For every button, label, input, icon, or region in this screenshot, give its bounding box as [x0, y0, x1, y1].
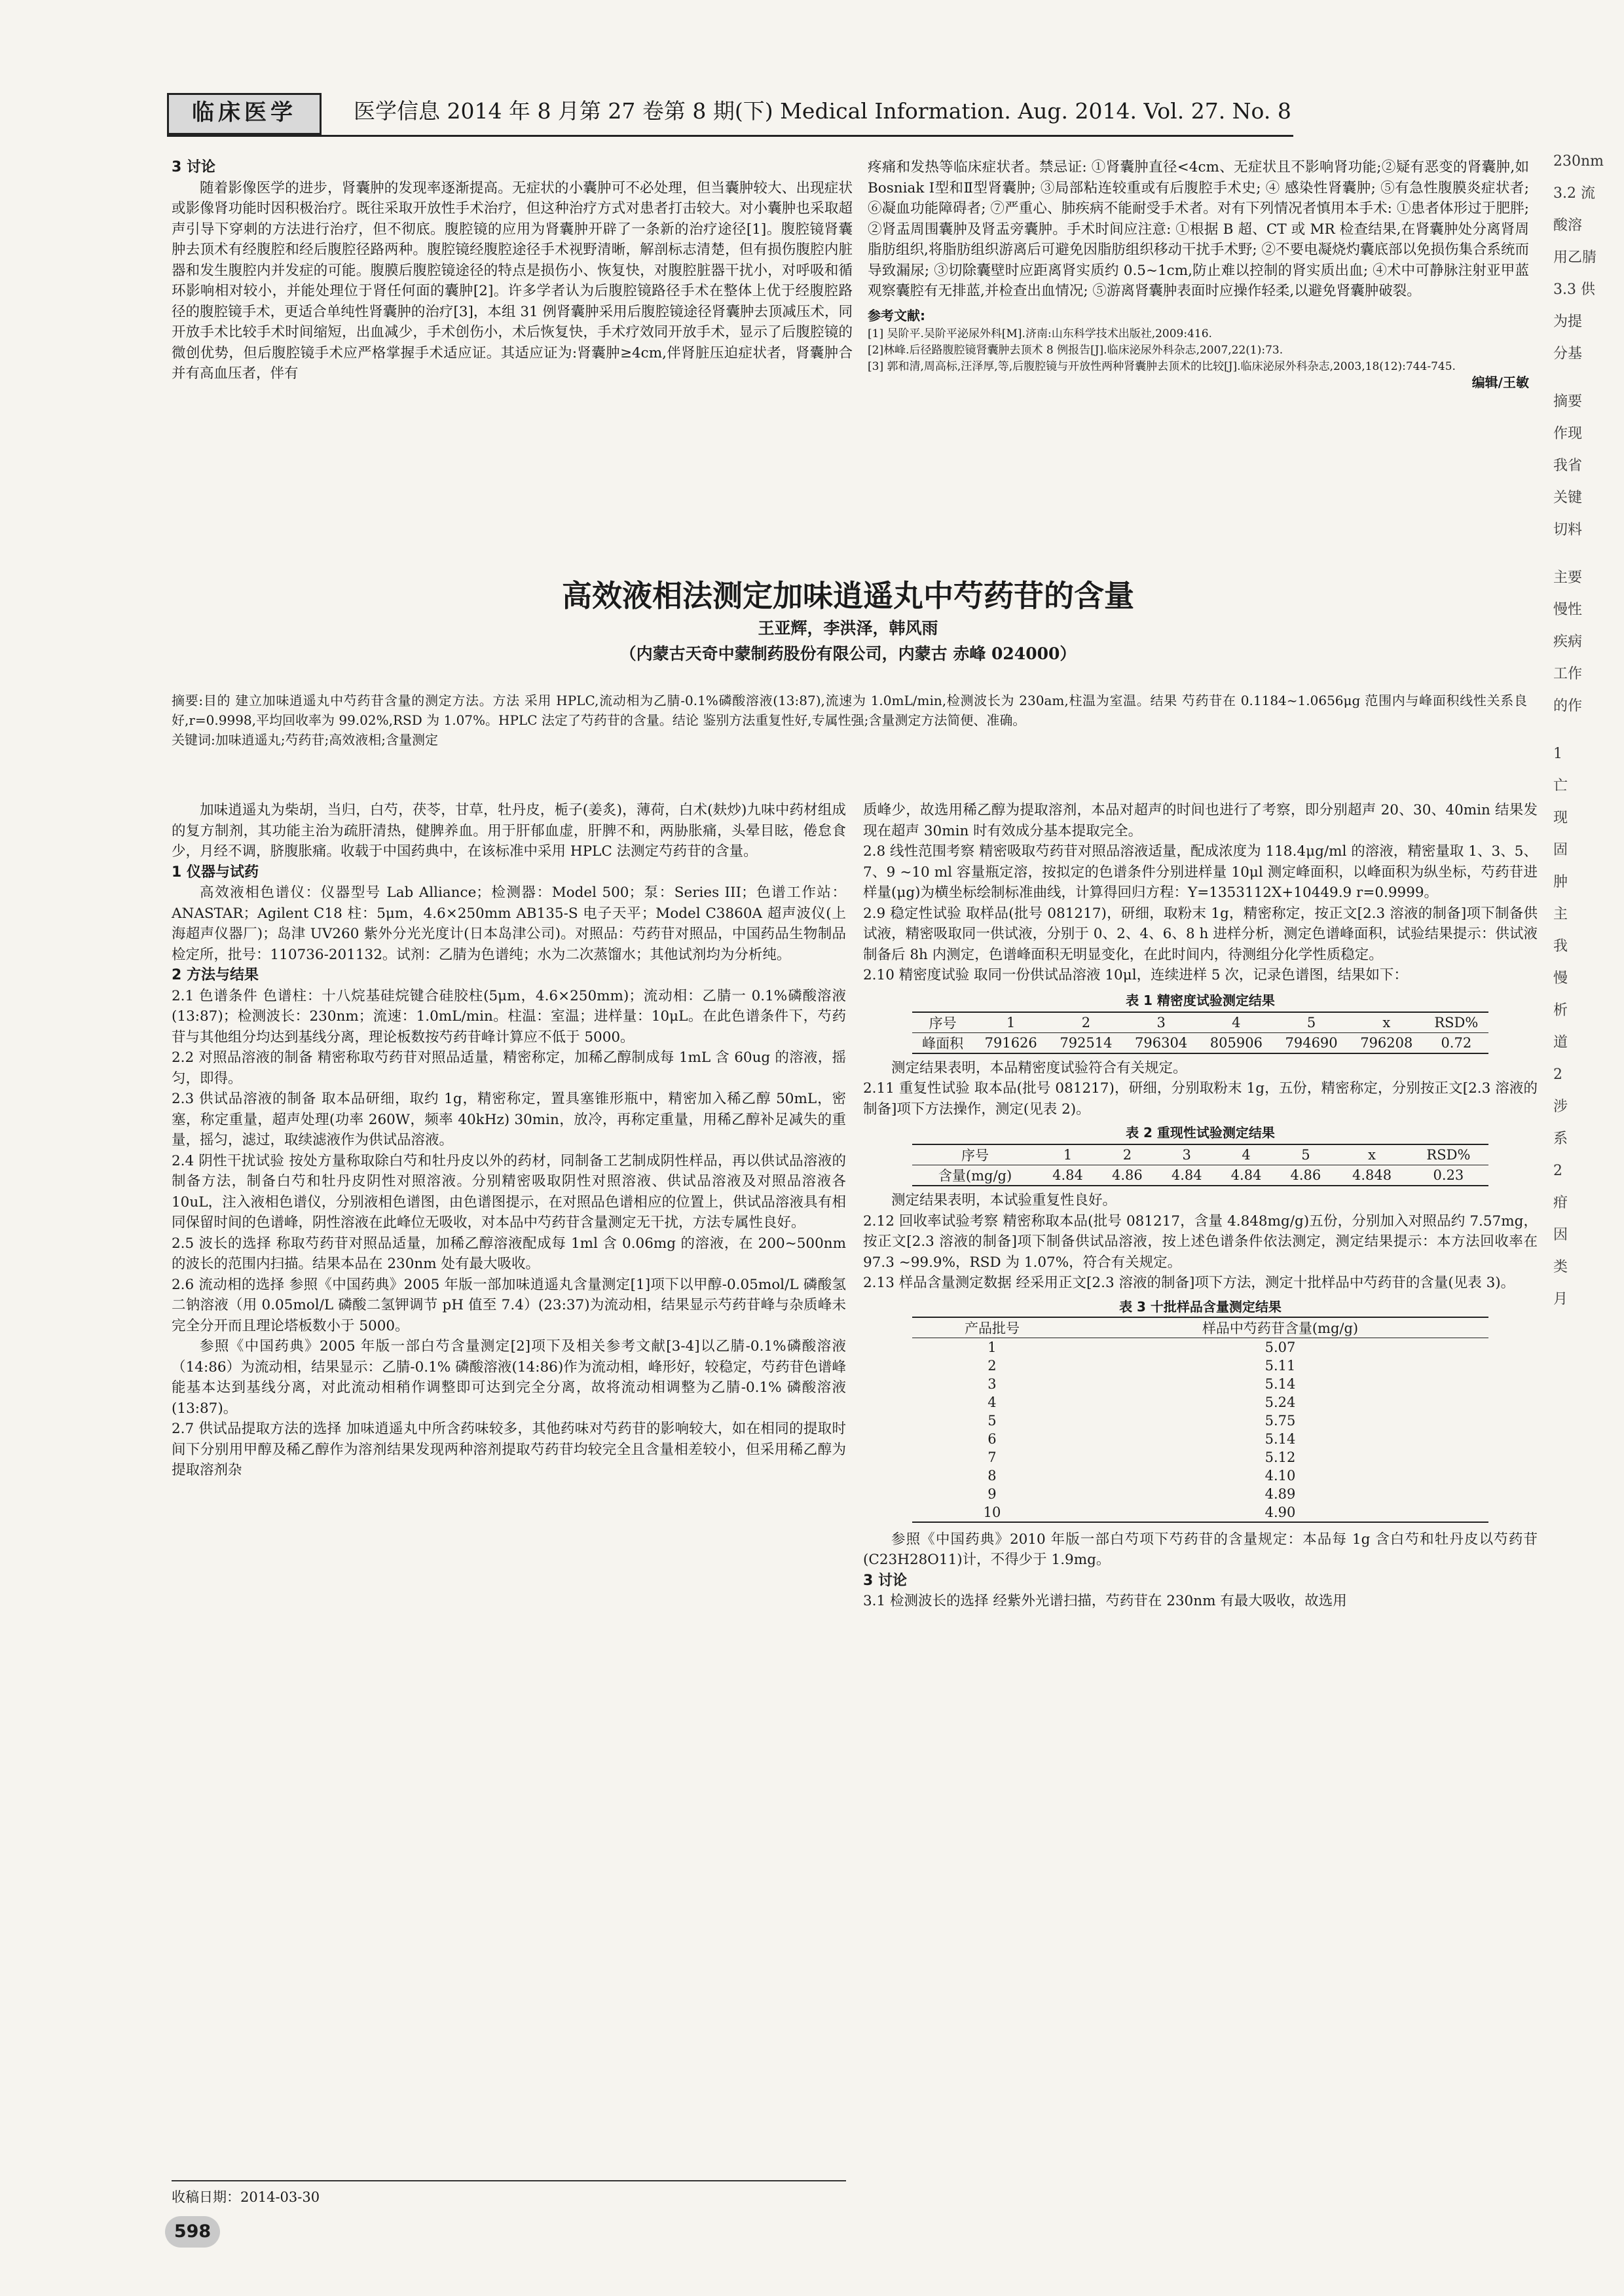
article-left-column — [172, 800, 846, 1481]
edge-fragment: 我 — [1553, 938, 1568, 955]
edge-fragment: 为提 — [1553, 314, 1583, 330]
edge-fragment: 1 — [1553, 746, 1562, 762]
adjacent-page-edge — [1553, 151, 1619, 1321]
table3-caption: 表 3 十批样品含量测定结果 — [1119, 1298, 1282, 1315]
table-cell: 1 — [1038, 1144, 1098, 1165]
journal-header: 医学信息 2014 年 8 月第 27 卷第 8 期(下) Medical Information. Aug. 2014. Vol. 27. No. 8 — [354, 98, 1291, 124]
references-heading: 参考文献: — [868, 307, 925, 323]
table-row — [912, 1467, 1488, 1485]
right-column-text-d — [863, 1529, 1538, 1612]
table-cell: 9 — [987, 1485, 997, 1502]
right-column-text-c — [863, 1190, 1538, 1294]
table-cell: 3 — [1124, 1012, 1199, 1033]
table-cell: 0.72 — [1424, 1032, 1488, 1053]
edge-fragment: 现 — [1553, 810, 1568, 826]
abstract: 摘要:目的 建立加味逍遥丸中芍药苷含量的测定方法。方法 采用 HPLC,流动相为乙腈-0.1%磷酸溶液(13:87),流速为 1.0mL/min,检测波长为 230am,柱温为室温。结果 芍药苷在 0.1184~1.0656μg 范围内与峰面积线性关系良好,r=0.9998,平均回收率为 99.02%,RSD 为 1.07%。HPLC 法定了芍药苷的含量。结论 鉴别方法重复性好,专属性强;含量测定方法简便、准确。 — [172, 693, 1527, 728]
table-cell: x — [1335, 1144, 1409, 1165]
table-cell: 5.11 — [1264, 1357, 1296, 1374]
footnote-rule — [172, 2180, 846, 2181]
table-cell: RSD% — [1424, 1012, 1488, 1033]
section-badge: 临床医学 — [167, 93, 322, 135]
edge-fragment: 的作 — [1553, 698, 1583, 714]
table-cell: 796208 — [1349, 1032, 1424, 1053]
article-right-column — [863, 800, 1538, 1612]
repeatability-table — [912, 1144, 1488, 1186]
body-paragraph: 2.8 线性范围考察 精密吸取芍药苷对照品溶液适量，配成浓度为 118.4μg/ml 的溶液，精密量取 1、3、5、7、9 ~10 ml 容量瓶定溶，按拟定的色谱条件分别进样量 10μl 测定峰面积，以峰面积为纵坐标，芍药苷进样量(μg)为横坐标绘制标准曲线，计算得回归方程：Y=1353112X+10449.9 r=0.9999。 — [863, 843, 1538, 901]
edge-fragment: 作现 — [1553, 426, 1583, 442]
reference-item: [1] 吴阶平.吴阶平泌尿外科[M].济南:山东科学技术出版社,2009:416. — [868, 327, 1212, 340]
edge-fragment: 230nm — [1553, 153, 1604, 170]
body-paragraph: 2.2 对照品溶液的制备 精密称取芍药苷对照品适量，精密称定，加稀乙醇制成每 1mL 含 60ug 的溶液，摇匀，即得。 — [172, 1049, 846, 1087]
table-row — [912, 1412, 1488, 1430]
table-cell: 4 — [1217, 1144, 1276, 1165]
batch-content-table — [912, 1317, 1488, 1523]
body-paragraph: 2.7 供试品提取方法的选择 加味逍遥丸中所含药味较多，其他药味对芍药苷的影响较大，如在相同的提取时间下分别用甲醇及稀乙醇作为溶剂结果发现两种溶剂提取芍药苷均较完全且含量相差较小，但采用稀乙醇为提取溶剂杂 — [172, 1421, 846, 1478]
edge-fragment: 我省 — [1553, 458, 1583, 474]
body-paragraph: 加味逍遥丸为柴胡，当归，白芍，茯苓，甘草，牡丹皮，栀子(姜炙)，薄荷，白术(麸炒)九味中药材组成的复方制剂，其功能主治为疏肝清热，健脾养血。用于肝郁血虚，肝脾不和，两胁胀痛，头晕目眩，倦怠食少，月经不调，脐腹胀痛。收载于中国药典中，在该标准中采用 HPLC 法测定芍药苷的含量。 — [172, 802, 846, 860]
edge-fragment: 3.2 流 — [1553, 185, 1595, 202]
body-paragraph: 高效液相色谱仪：仪器型号 Lab Alliance；检测器：Model 500；泵：Series III；色谱工作站：ANASTAR；Agilent C18 柱：5μm，4.6×250mm AB135-S 电子天平；Model C3860A 超声波仪(上海超声仪器厂)；岛津 UV260 紫外分光光度计(日本岛津公司)。对照品：芍药苷对照品，中国药品生物制品检定所，批号：110736-201132。试剂：乙腈为色谱纯；水为二次蒸馏水；其他试剂均为分析纯。 — [172, 884, 846, 963]
table-cell: 4 — [1199, 1012, 1274, 1033]
body-paragraph: 2.1 色谱条件 色谱柱：十八烷基硅烷键合硅胶柱(5μm，4.6×250mm)；流动相：乙腈一 0.1%磷酸溶液(13:87)；检测波长：230nm；流速：1.0mL/min。柱温：室温；进样量：10μL。在此色谱条件下，芍药苷与其他组分均达到基线分离，理论板数按芍药苷峰计算应不低于 5000。 — [172, 987, 846, 1046]
table-cell: 6 — [987, 1430, 997, 1447]
table-cell: 3 — [987, 1376, 997, 1392]
table-cell: 4.89 — [1264, 1485, 1296, 1502]
table-cell: 796304 — [1124, 1032, 1199, 1053]
table1-caption: 表 1 精密度试验测定结果 — [1126, 992, 1275, 1008]
table-cell: 794690 — [1274, 1032, 1349, 1053]
edge-fragment: 肿 — [1553, 874, 1568, 890]
editor-credit: 编辑/王敏 — [1471, 374, 1529, 390]
table-header-cell: 产品批号 — [912, 1317, 1072, 1338]
table-cell: 5.24 — [1264, 1394, 1296, 1410]
table-cell: 4.10 — [1264, 1467, 1296, 1484]
table-cell: 峰面积 — [912, 1032, 973, 1053]
table-cell: 1 — [987, 1339, 997, 1355]
edge-fragment: 亡 — [1553, 778, 1568, 794]
body-paragraph: 测定结果表明，本品精密度试验符合有关规定。 — [891, 1059, 1187, 1076]
table-cell: 5.14 — [1264, 1430, 1296, 1447]
body-paragraph: 参照《中国药典》2005 年版一部白芍含量测定[2]项下及相关参考文献[3-4]以乙腈-0.1%磷酸溶液（14:86）为流动相，结果显示：乙腈-0.1% 磷酸溶液(14:86)作为流动相，峰形好，较稳定，芍药苷色谱峰能基本达到基线分离，对此流动相稍作调整即可达到完全分离，故将流动相调整为乙腈-0.1% 磷酸溶液(13:87)。 — [172, 1338, 846, 1417]
table-cell: 4.848 — [1335, 1165, 1409, 1186]
edge-fragment: 切料 — [1553, 522, 1583, 538]
edge-fragment: 月 — [1553, 1291, 1568, 1307]
table-cell: 序号 — [912, 1144, 1038, 1165]
table-header-cell: 样品中芍药苷含量(mg/g) — [1072, 1317, 1488, 1338]
right-column-text-b — [863, 1058, 1538, 1120]
precision-table — [912, 1011, 1488, 1054]
table-cell: 4.86 — [1276, 1165, 1335, 1186]
section-heading: 3 讨论 — [863, 1572, 907, 1589]
article-affiliation: （内蒙古天奇中蒙制药股份有限公司，内蒙古 赤峰 024000） — [619, 644, 1077, 663]
edge-fragment: 分基 — [1553, 346, 1583, 362]
body-paragraph: 质峰少，故选用稀乙醇为提取溶剂，本品对超声的时间也进行了考察，即分别超声 20、30、40min 结果发现在超声 30min 时有效成分基本提取完全。 — [863, 802, 1538, 839]
table-cell: 10 — [912, 1503, 1072, 1522]
edge-fragment: 主 — [1553, 906, 1568, 922]
section-heading: 1 仪器与试药 — [172, 864, 259, 881]
table-row — [912, 1503, 1488, 1522]
table-cell: 4.84 — [1157, 1165, 1217, 1186]
table-cell: 序号 — [912, 1012, 973, 1033]
article-title-block — [164, 576, 1532, 666]
table-cell: 4.90 — [1072, 1503, 1488, 1522]
edge-fragment: 酸溶 — [1553, 217, 1583, 234]
table-cell: 805906 — [1199, 1032, 1274, 1053]
table-cell: 5.12 — [1264, 1449, 1296, 1465]
table-cell: 2 — [1098, 1144, 1157, 1165]
edge-fragment: 慢性 — [1553, 602, 1583, 618]
edge-fragment: 2 — [1553, 1066, 1562, 1083]
table-cell: 5.75 — [1264, 1412, 1296, 1429]
prev-article-right — [868, 157, 1529, 393]
article-authors: 王亚辉，李洪泽，韩风雨 — [758, 619, 938, 638]
edge-fragment: 涉 — [1553, 1099, 1568, 1115]
page-number: 598 — [165, 2216, 220, 2248]
edge-fragment: 摘要 — [1553, 393, 1583, 410]
table-cell: 791626 — [973, 1032, 1048, 1053]
table-cell: 4.84 — [1038, 1165, 1098, 1186]
table-cell: 2 — [1048, 1012, 1124, 1033]
body-paragraph: 2.10 精密度试验 取同一份供试品溶液 10μl，连续进样 5 次，记录色谱图，结果如下： — [863, 967, 1408, 983]
body-paragraph: 3.1 检测波长的选择 经紫外光谱扫描，芍药苷在 230nm 有最大吸收，故选用 — [863, 1593, 1347, 1609]
table-cell: RSD% — [1409, 1144, 1488, 1165]
prev-discussion-paragraph: 随着影像医学的进步，肾囊肿的发现率逐渐提高。无症状的小囊肿可不必处理，但当囊肿较大、出现症状或影像肾功能时因积极治疗。既往采取开放性手术治疗，但这种治疗方式对患者打击较大。对小囊肿也采取超声引导下穿刺的方法进行治疗，但不彻底。腹腔镜的应用为肾囊肿开辟了一条新的治疗途径[1]。腹腔镜肾囊肿去顶术有经腹腔和经后腹腔径路两种。腹腔镜经腹腔途径手术视野清晰，解剖标志清楚，但有损伤腹腔内脏器和发生腹腔内并发症的可能。腹膜后腹腔镜途径的特点是损伤小、恢复快，对腹腔脏器干扰小，对呼吸和循环影响相对较小，并能处理位于肾任何面的囊肿[2]。许多学者认为后腹腔镜路径手术在整体上优于经腹腔路径的腹腔镜手术，更适合单纯性肾囊肿的治疗[3]，本组 31 例肾囊肿采用后腹腔镜途径肾囊肿去顶减压术，同开放手术比较手术时间缩短，出血减少，手术创伤小，术后恢复快，手术疗效同开放手术，显示了后腹腔镜的微创优势，但后腹腔镜手术应严格掌握手术适应证。其适应证为:肾囊肿≥4cm,伴肾脏压迫症状者，肾囊肿合并有高血压者，伴有 — [172, 179, 853, 382]
body-paragraph: 2.11 重复性试验 取本品(批号 081217)，研细，分别取粉末 1g，五份，精密称定，分别按正文[2.3 溶液的制备]项下方法操作，测定(见表 2)。 — [863, 1080, 1538, 1118]
table-row — [912, 1485, 1488, 1503]
header-rule — [167, 135, 1293, 137]
table-cell: 8 — [987, 1467, 997, 1484]
edge-fragment: 慢 — [1553, 970, 1568, 987]
prev-article-left — [172, 157, 853, 384]
table-row — [912, 1393, 1488, 1412]
edge-fragment: 析 — [1553, 1002, 1568, 1019]
received-date: 收稿日期：2014-03-30 — [172, 2189, 320, 2205]
table-cell: 5 — [1274, 1012, 1349, 1033]
edge-fragment: 疾病 — [1553, 634, 1583, 650]
edge-fragment: 关键 — [1553, 490, 1583, 506]
body-paragraph: 2.9 稳定性试验 取样品(批号 081217)，研细，取粉末 1g，精密称定，按正文[2.3 溶液的制备]项下制备供试液，精密吸取同一供试液，分别于 0、2、4、6、8 h 进样分析，测定色谱峰面积，试验结果提示：供试液制备后 8h 内测定，色谱峰面积无明显变化，在此时间内，待测组分化学性质稳定。 — [863, 905, 1538, 963]
edge-fragment: 固 — [1553, 842, 1568, 858]
table-cell: 5 — [987, 1412, 997, 1429]
edge-fragment: 道 — [1553, 1034, 1568, 1051]
table-cell: 4.84 — [1217, 1165, 1276, 1186]
body-paragraph: 参照《中国药典》2010 年版一部白芍项下芍药苷的含量规定：本品每 1g 含白芍和牡丹皮以芍药苷(C23H28O11)计，不得少于 1.9mg。 — [863, 1531, 1538, 1568]
body-paragraph: 2.4 阴性干扰试验 按处方量称取除白芍和牡丹皮以外的药材，同制备工艺制成阴性样品，再以供试品溶液的制备方法，制备白芍和牡丹皮阴性对照溶液。分别精密吸取阴性对照溶液、供试品溶液及对照品溶液各 10uL，注入液相色谱仪，分别液相色谱图，由色谱图提示，在对照品色谱相应的位置上，供试品溶液具有相同保留时间的色谱峰，阴性溶液在此峰位无吸收，对本品中芍药苷含量测定无干扰，方法专属性良好。 — [172, 1152, 846, 1231]
table-row — [912, 1448, 1488, 1467]
prev-contraindications-paragraph: 疼痛和发热等临床症状者。禁忌证: ①肾囊肿直径<4cm、无症状且不影响肾功能;②疑有恶变的肾囊肿,如 Bosniak Ⅰ型和Ⅱ型肾囊肿; ③局部粘连较重或有后腹腔手术史; ④ 感染性肾囊肿; ⑤有急性腹膜炎症状者; ⑥凝血功能障碍者; ⑦严重心、肺疾病不能耐受手术者。对有下列情况者慎用本手术: ①患者体形过于肥胖; ②肾盂周围囊肿及肾盂旁囊肿。手术时间应注意: ①根据 B 超、CT 或 MR 检查结果,在肾囊肿处分离肾周脂肪组织,将脂肪组织游离后可避免因脂肪组织移动干扰手术野; ②不要电凝烧灼囊底部以免损伤集合系统而导致漏尿; ③切除囊壁时应距离肾实质约 0.5~1cm,防止难以控制的肾实质出血; ④术中可静脉注射亚甲蓝观察囊腔有无排蓝,并检查出血情况; ⑤游离肾囊肿表面时应操作轻柔,以避免肾囊肿破裂。 — [868, 159, 1529, 299]
abstract-block — [172, 691, 1527, 750]
reference-item: [3] 郭和清,周高标,汪泽厚,等,后腹腔镜与开放性两种肾囊肿去顶术的比较[J].临床泌尿外科杂志,2003,18(12):744-745. — [868, 360, 1456, 373]
body-paragraph: 测定结果表明，本试验重复性良好。 — [891, 1192, 1117, 1209]
table-cell: 4 — [987, 1394, 997, 1410]
keywords: 关键词:加味逍遥丸;芍药苷;高效液相;含量测定 — [172, 732, 438, 748]
prev-discussion-heading: 3 讨论 — [172, 159, 215, 175]
body-paragraph: 2.5 波长的选择 称取芍药苷对照品适量，加稀乙醇溶液配成每 1ml 含 0.06mg 的溶液，在 200~500nm 的波长的范围内扫描。结果本品在 230nm 处有最大吸收。 — [172, 1235, 846, 1272]
reference-item: [2]林峰.后径路腹腔镜肾囊肿去顶术 8 例报告[J].临床泌尿外科杂志,2007,22(1):73. — [868, 344, 1283, 357]
edge-fragment: 3.3 供 — [1553, 282, 1595, 298]
section-heading: 2 方法与结果 — [172, 967, 259, 983]
table-cell: 0.23 — [1409, 1165, 1488, 1186]
table-row — [912, 1338, 1488, 1357]
table-cell: 3 — [1157, 1144, 1217, 1165]
right-column-text-a — [863, 800, 1538, 986]
body-paragraph: 2.12 回收率试验考察 精密称取本品(批号 081217，含量 4.848mg/g)五份，分别加入对照品约 7.57mg，按正文[2.3 溶液的制备]项下制备供试品溶液，按上述色谱条件依法测定，测定结果提示：本方法回收率在 97.3 ~99.9%，RSD 为 1.07%，符合有关规定。 — [863, 1212, 1538, 1271]
edge-fragment: 主要 — [1553, 570, 1583, 586]
table-cell: 1 — [973, 1012, 1048, 1033]
body-paragraph: 2.6 流动相的选择 参照《中国药典》2005 年版一部加味逍遥丸含量测定[1]项下以甲醇-0.05mol/L 磷酸氢二钠溶液（用 0.05mol/L 磷酸二氢钾调节 pH 值至 7.4）(23:37)为流动相，结果显示芍药苷峰与杂质峰未完全分开而且理论塔板数小于 5000。 — [172, 1276, 846, 1334]
edge-fragment: 疳 — [1553, 1195, 1568, 1211]
edge-fragment: 类 — [1553, 1259, 1568, 1275]
body-paragraph: 2.13 样品含量测定数据 经采用正文[2.3 溶液的制备]项下方法，测定十批样品中芍药苷的含量(见表 3)。 — [863, 1275, 1515, 1291]
table-row — [912, 1357, 1488, 1375]
table-cell: 4.86 — [1098, 1165, 1157, 1186]
table-cell: 含量(mg/g) — [912, 1165, 1038, 1186]
table-cell: 2 — [987, 1357, 997, 1374]
edge-fragment: 因 — [1553, 1227, 1568, 1243]
edge-fragment: 用乙腈 — [1553, 249, 1597, 266]
body-paragraph: 2.3 供试品溶液的制备 取本品研细，取约 1g，精密称定，置具塞锥形瓶中，精密加入稀乙醇 50mL，密塞，称定重量，超声处理(功率 260W，频率 40kHz) 30min，放冷，再称定重量，用稀乙醇补足减失的重量，摇匀，滤过，取续滤液作为供试品溶液。 — [172, 1091, 846, 1148]
table-cell: 5.14 — [1264, 1376, 1296, 1392]
table-row — [912, 1430, 1488, 1448]
edge-fragment: 工作 — [1553, 666, 1583, 682]
article-title: 高效液相法测定加味逍遥丸中芍药苷的含量 — [562, 578, 1134, 613]
edge-fragment: 2 — [1553, 1163, 1562, 1179]
table-cell: 5.07 — [1264, 1339, 1296, 1355]
edge-fragment: 系 — [1553, 1131, 1568, 1147]
table-row — [912, 1375, 1488, 1393]
table-cell: 792514 — [1048, 1032, 1124, 1053]
table-cell: 7 — [987, 1449, 997, 1465]
table-cell: x — [1349, 1012, 1424, 1033]
table2-caption: 表 2 重现性试验测定结果 — [1126, 1125, 1275, 1140]
table-cell: 5 — [1276, 1144, 1335, 1165]
